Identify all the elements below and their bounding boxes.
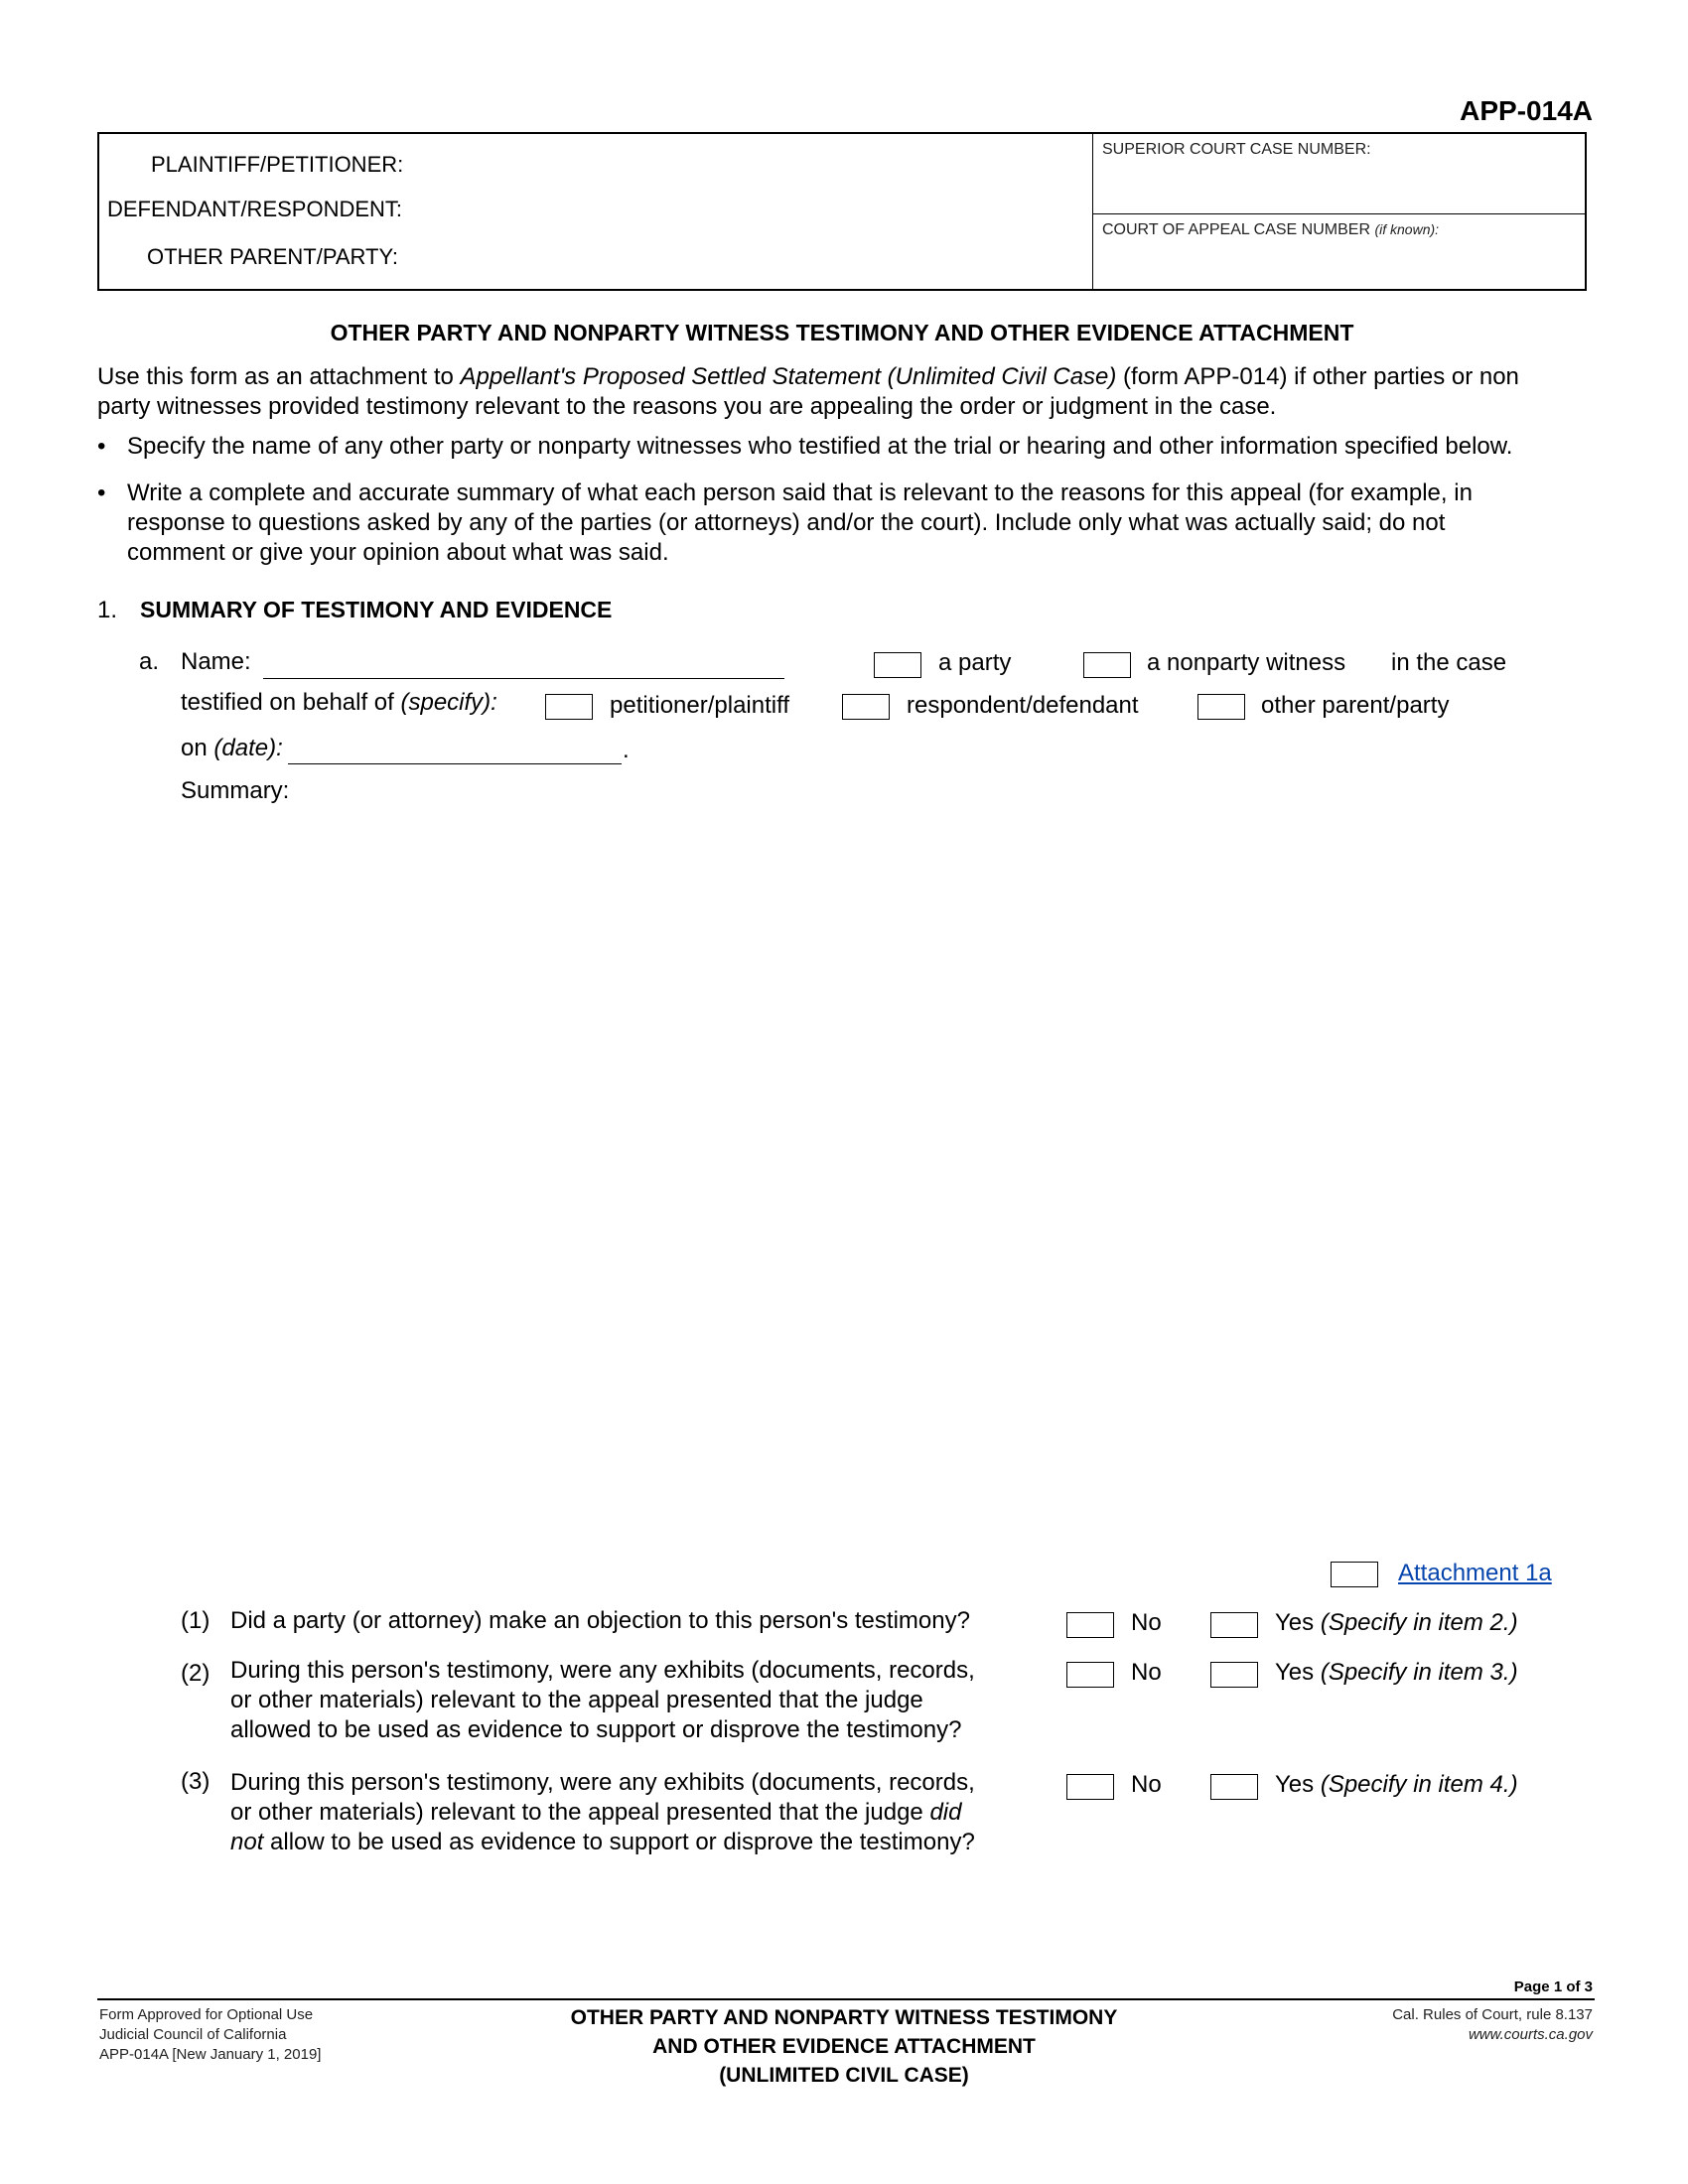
caption-box (97, 132, 1587, 291)
plaintiff-label: PLAINTIFF/PETITIONER: (151, 152, 404, 177)
footer-left: Form Approved for Optional Use Judicial Council of California APP-014A [New January 1, 2019] (99, 2006, 322, 2063)
question-1-text: Did a party (or attorney) make an objection to this person's testimony? (230, 1607, 970, 1634)
respondent-checkbox[interactable] (842, 694, 890, 720)
yes-label: Yes (Specify in item 4.) (1275, 1771, 1518, 1798)
q2-yes-checkbox[interactable] (1210, 1662, 1258, 1688)
petitioner-checkbox[interactable] (545, 694, 593, 720)
no-label: No (1131, 1659, 1162, 1686)
question-3-line-2: or other materials) relevant to the appeal presented that the judge did (230, 1799, 962, 1826)
name-label: Name: (181, 648, 251, 675)
petitioner-label: petitioner/plaintiff (610, 692, 790, 719)
question-number: (3) (181, 1768, 211, 1795)
other-parent-checkbox[interactable] (1197, 694, 1245, 720)
q3-yes-checkbox[interactable] (1210, 1774, 1258, 1800)
summary-area[interactable] (181, 814, 1571, 1549)
behalf-label: testified on behalf of (specify): (181, 689, 497, 716)
no-label: No (1131, 1771, 1162, 1798)
question-number: (2) (181, 1660, 211, 1687)
other-party-label: OTHER PARENT/PARTY: (147, 244, 399, 269)
page-number: Page 1 of 3 (1513, 1979, 1593, 1995)
bullet-1-text: Specify the name of any other party or nonparty witnesses who testified at the trial or hearing and other information specified below. (127, 433, 1513, 460)
yes-label: Yes (Specify in item 3.) (1275, 1659, 1518, 1686)
no-label: No (1131, 1609, 1162, 1636)
courts-website[interactable]: www.courts.ca.gov (1468, 2026, 1593, 2043)
question-number: (1) (181, 1607, 211, 1634)
yes-label: Yes (Specify in item 2.) (1275, 1609, 1518, 1636)
attachment-checkbox[interactable] (1331, 1562, 1378, 1587)
date-label: on (date): (181, 735, 283, 761)
bullet-dot: • (97, 479, 106, 506)
q1-no-checkbox[interactable] (1066, 1612, 1114, 1638)
nonparty-checkbox[interactable] (1083, 652, 1131, 678)
question-3-line-1: During this person's testimony, were any exhibits (documents, records, (230, 1769, 975, 1796)
attachment-1a-link[interactable]: Attachment 1a (1398, 1560, 1552, 1586)
form-number: APP-014A (1460, 95, 1593, 126)
bullet-2-line-2: response to questions asked by any of the parties (or attorneys) and/or the court). Include only what was actually said; do not (127, 509, 1446, 536)
question-2-line-3: allowed to be used as evidence to support or disprove the testimony? (230, 1716, 962, 1743)
superior-case-label: SUPERIOR COURT CASE NUMBER: (1102, 141, 1371, 158)
date-period: . (623, 737, 630, 763)
bullet-2-line-3: comment or give your opinion about what was said. (127, 539, 669, 566)
appeal-case-label: COURT OF APPEAL CASE NUMBER (if known): (1102, 221, 1440, 238)
caption-divider-h (1092, 213, 1585, 214)
name-input[interactable] (263, 678, 784, 679)
footer-right: Cal. Rules of Court, rule 8.137 www.courts.ca.gov (1392, 2006, 1593, 2043)
section-heading: SUMMARY OF TESTIMONY AND EVIDENCE (140, 597, 613, 622)
summary-label: Summary: (181, 777, 290, 804)
date-input[interactable] (288, 763, 622, 764)
q3-no-checkbox[interactable] (1066, 1774, 1114, 1800)
footer-title: OTHER PARTY AND NONPARTY WITNESS TESTIMONY AND OTHER EVIDENCE ATTACHMENT (UNLIMITED CIVIL CASE) (570, 2006, 1118, 2087)
intro-line-2: party witnesses provided testimony relevant to the reasons you are appealing the order or judgment in the case. (97, 393, 1277, 420)
intro-line-1: Use this form as an attachment to Appellant's Proposed Settled Statement (Unlimited Civil Case) (form APP-014) if other parties or non (97, 363, 1519, 390)
question-2-line-1: During this person's testimony, were any exhibits (documents, records, (230, 1657, 975, 1684)
section-number: 1. (97, 597, 118, 623)
footer-rule (97, 1998, 1595, 2000)
question-2-line-2: or other materials) relevant to the appeal presented that the judge (230, 1687, 923, 1713)
respondent-label: respondent/defendant (907, 692, 1139, 719)
in-the-case-label: in the case (1391, 649, 1507, 676)
q2-no-checkbox[interactable] (1066, 1662, 1114, 1688)
defendant-label: DEFENDANT/RESPONDENT: (107, 197, 403, 221)
bullet-dot: • (97, 433, 106, 460)
item-a-label: a. (139, 648, 160, 675)
party-label: a party (938, 649, 1012, 676)
q1-yes-checkbox[interactable] (1210, 1612, 1258, 1638)
bullet-2-line-1: Write a complete and accurate summary of what each person said that is relevant to the reasons for this appeal (for example, in (127, 479, 1473, 506)
other-parent-label: other parent/party (1261, 692, 1450, 719)
party-checkbox[interactable] (874, 652, 921, 678)
form-title: OTHER PARTY AND NONPARTY WITNESS TESTIMONY AND OTHER EVIDENCE ATTACHMENT (330, 320, 1354, 345)
caption-divider (1092, 134, 1093, 289)
nonparty-label: a nonparty witness (1147, 649, 1346, 676)
question-3-line-3: not allow to be used as evidence to support or disprove the testimony? (230, 1829, 975, 1855)
